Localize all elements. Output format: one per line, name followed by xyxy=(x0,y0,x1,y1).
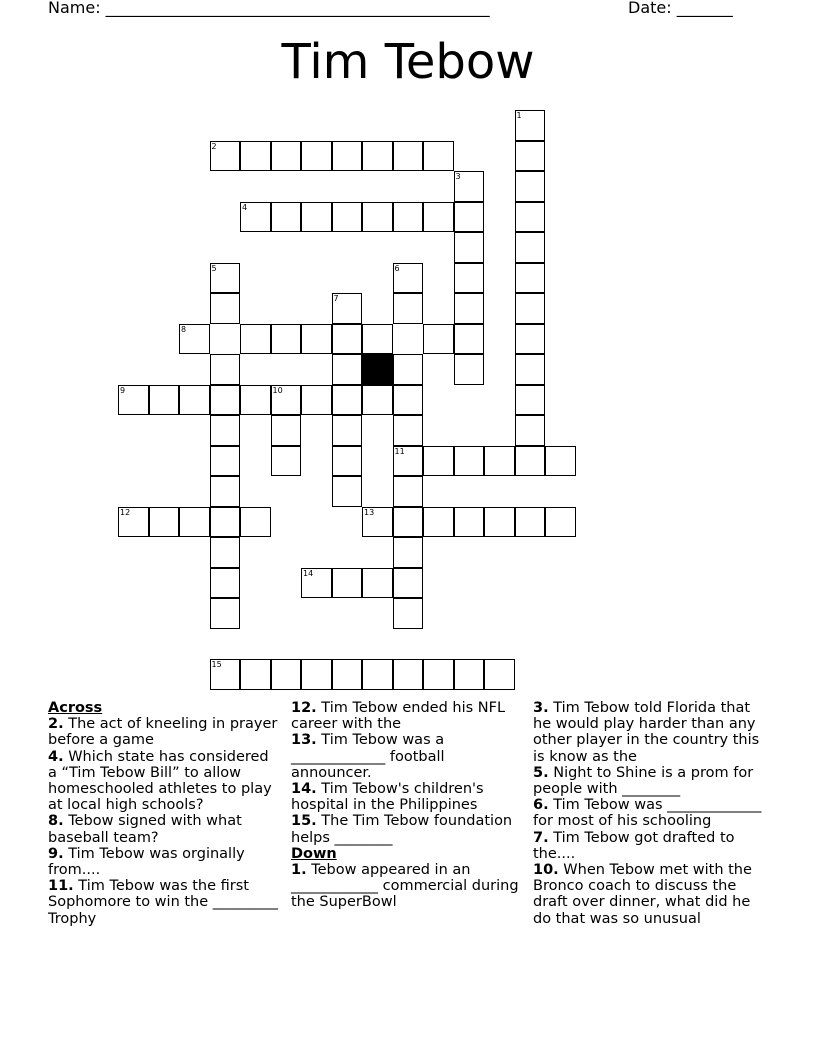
clue-number: 2. xyxy=(48,716,64,733)
grid-cell[interactable] xyxy=(271,141,302,172)
clue-number: 7 xyxy=(333,294,339,303)
clue-text: Tebow appeared in an ____________ commercial during the SuperBowl xyxy=(291,862,519,911)
grid-cell[interactable] xyxy=(210,385,241,416)
clue-number: 13 xyxy=(364,507,375,517)
clue-number: 8. xyxy=(48,813,64,830)
clue-item xyxy=(291,732,523,781)
clue-text: Tim Tebow was a _____________ football announcer. xyxy=(291,732,445,781)
across-clue-list-continued xyxy=(291,700,523,846)
clue-number: 15. xyxy=(291,813,317,830)
grid-cell[interactable] xyxy=(393,446,424,477)
grid-cell[interactable] xyxy=(118,507,149,538)
grid-cell[interactable] xyxy=(515,141,546,172)
clue-text: Tim Tebow's children's hospital in the Philippines xyxy=(291,781,484,814)
down-clue-list xyxy=(291,862,523,911)
grid-cell[interactable] xyxy=(362,507,393,538)
grid-cell[interactable] xyxy=(332,476,363,507)
grid-cell[interactable] xyxy=(515,385,546,416)
grid-cell[interactable] xyxy=(393,202,424,233)
grid-cell[interactable] xyxy=(515,263,546,294)
clue-number: 10 xyxy=(272,385,283,395)
grid-cell[interactable] xyxy=(271,659,302,690)
clue-number: 9. xyxy=(48,845,64,862)
grid-cell[interactable] xyxy=(515,507,546,538)
grid-cell[interactable] xyxy=(210,507,241,538)
grid-cell[interactable] xyxy=(210,659,241,690)
grid-cell[interactable] xyxy=(149,385,180,416)
clue-item xyxy=(48,716,280,748)
grid-cell[interactable] xyxy=(423,446,454,477)
clue-number: 2 xyxy=(211,141,217,151)
grid-cell[interactable] xyxy=(454,659,485,690)
date-field-label: Date: _______ xyxy=(628,0,733,17)
grid-cell[interactable] xyxy=(393,354,424,385)
across-clue-list xyxy=(48,716,280,927)
grid-cell[interactable] xyxy=(393,263,424,294)
clue-item xyxy=(291,700,523,732)
clue-text: Tim Tebow ended his NFL career with the xyxy=(291,700,506,733)
clue-number: 3. xyxy=(533,700,549,716)
grid-cell[interactable] xyxy=(454,232,485,263)
clue-text: The act of kneeling in prayer before a game xyxy=(48,716,278,749)
grid-cell[interactable] xyxy=(484,659,515,690)
down-clue-list-continued xyxy=(533,700,765,927)
grid-cell[interactable] xyxy=(362,202,393,233)
clue-text: Tim Tebow was _____________ for most of his schooling xyxy=(533,797,762,830)
grid-cell[interactable] xyxy=(515,446,546,477)
clue-item xyxy=(291,781,523,813)
clue-number: 13. xyxy=(291,732,317,749)
clue-item xyxy=(533,830,765,862)
clues-column-2 xyxy=(291,700,523,911)
grid-cell[interactable] xyxy=(301,568,332,599)
grid-cell[interactable] xyxy=(393,385,424,416)
grid-cell[interactable] xyxy=(301,659,332,690)
clue-number: 15 xyxy=(211,660,222,669)
grid-cell[interactable] xyxy=(301,202,332,233)
clue-number: 12 xyxy=(120,507,131,517)
grid-cell[interactable] xyxy=(210,537,241,568)
grid-cell[interactable] xyxy=(454,171,485,202)
grid-cell[interactable] xyxy=(332,324,363,355)
clue-number: 4. xyxy=(48,748,64,765)
grid-cell[interactable] xyxy=(545,446,576,477)
grid-cell[interactable] xyxy=(484,446,515,477)
clue-text: Tim Tebow was the first Sophomore to win the _________ Trophy xyxy=(48,878,279,927)
grid-cell[interactable] xyxy=(179,507,210,538)
grid-block xyxy=(362,354,393,385)
clue-item xyxy=(533,797,765,829)
clue-number: 6. xyxy=(533,797,549,814)
grid-cell[interactable] xyxy=(240,385,271,416)
grid-cell[interactable] xyxy=(149,507,180,538)
grid-cell[interactable] xyxy=(393,507,424,538)
grid-cell[interactable] xyxy=(423,141,454,172)
grid-cell[interactable] xyxy=(332,354,363,385)
grid-cell[interactable] xyxy=(423,507,454,538)
name-field-label: Name: ________________________________________________ xyxy=(48,0,490,17)
grid-cell[interactable] xyxy=(423,324,454,355)
clue-number: 1 xyxy=(516,111,522,120)
grid-cell[interactable] xyxy=(515,354,546,385)
grid-cell[interactable] xyxy=(362,324,393,355)
clue-number: 7. xyxy=(533,829,549,846)
grid-cell[interactable] xyxy=(271,415,302,446)
grid-cell[interactable] xyxy=(362,385,393,416)
grid-cell[interactable] xyxy=(271,202,302,233)
grid-cell[interactable] xyxy=(271,385,302,416)
clue-number: 6 xyxy=(394,263,400,273)
clue-number: 9 xyxy=(120,385,126,395)
grid-cell[interactable] xyxy=(515,293,546,324)
grid-cell[interactable] xyxy=(515,110,546,141)
grid-cell[interactable] xyxy=(454,354,485,385)
grid-cell[interactable] xyxy=(332,141,363,172)
grid-cell[interactable] xyxy=(210,415,241,446)
grid-cell[interactable] xyxy=(362,141,393,172)
clue-number: 14 xyxy=(303,568,314,578)
grid-cell[interactable] xyxy=(210,598,241,629)
grid-cell[interactable] xyxy=(301,324,332,355)
grid-cell[interactable] xyxy=(271,446,302,477)
across-heading: Across xyxy=(48,700,103,716)
clue-item xyxy=(48,749,280,814)
clue-text: Which state has considered a “Tim Tebow Bill” to allow homeschooled athletes to play at local high schools? xyxy=(48,748,272,814)
clues-column-1 xyxy=(48,700,280,927)
grid-cell[interactable] xyxy=(332,293,363,324)
clue-number: 5. xyxy=(533,764,549,781)
grid-cell[interactable] xyxy=(118,385,149,416)
grid-cell[interactable] xyxy=(210,354,241,385)
down-heading: Down xyxy=(291,845,337,862)
clue-text: Tim Tebow told Florida that he would play harder than any other player in the country this is know as the xyxy=(533,700,760,765)
clue-number: 10. xyxy=(533,862,559,879)
grid-cell[interactable] xyxy=(515,202,546,233)
grid-cell[interactable] xyxy=(393,141,424,172)
grid-cell[interactable] xyxy=(332,202,363,233)
grid-cell[interactable] xyxy=(332,446,363,477)
grid-cell[interactable] xyxy=(454,324,485,355)
grid-cell[interactable] xyxy=(393,537,424,568)
clue-number: 8 xyxy=(181,324,187,334)
grid-cell[interactable] xyxy=(515,232,546,263)
grid-cell[interactable] xyxy=(210,293,241,324)
grid-cell[interactable] xyxy=(240,141,271,172)
grid-cell[interactable] xyxy=(332,659,363,690)
clue-number: 11 xyxy=(394,446,405,456)
clue-number: 1. xyxy=(291,862,307,879)
grid-cell[interactable] xyxy=(393,659,424,690)
clue-item xyxy=(48,878,280,927)
clues-column-3 xyxy=(533,700,765,927)
grid-cell[interactable] xyxy=(332,415,363,446)
grid-cell[interactable] xyxy=(454,446,485,477)
grid-cell[interactable] xyxy=(393,598,424,629)
grid-cell[interactable] xyxy=(179,324,210,355)
grid-cell[interactable] xyxy=(423,659,454,690)
grid-cell[interactable] xyxy=(179,385,210,416)
clue-item xyxy=(291,862,523,911)
clue-text: Tim Tebow was orginally from.... xyxy=(48,845,245,879)
grid-cell[interactable] xyxy=(393,568,424,599)
clue-text: The Tim Tebow foundation helps ________ xyxy=(291,813,513,846)
grid-cell[interactable] xyxy=(301,141,332,172)
grid-cell[interactable] xyxy=(210,446,241,477)
page-title: Tim Tebow xyxy=(281,34,535,90)
grid-cell[interactable] xyxy=(454,202,485,233)
clue-item xyxy=(48,846,280,878)
grid-cell[interactable] xyxy=(240,659,271,690)
clue-item xyxy=(48,813,280,845)
clue-item xyxy=(533,700,765,765)
clue-item xyxy=(533,765,765,797)
clue-text: When Tebow met with the Bronco coach to discuss the draft over dinner, what did he do that was so unusual xyxy=(533,862,752,927)
grid-cell[interactable] xyxy=(393,476,424,507)
grid-cell[interactable] xyxy=(210,263,241,294)
grid-cell[interactable] xyxy=(271,324,302,355)
grid-cell[interactable] xyxy=(454,507,485,538)
clue-item xyxy=(533,862,765,927)
clue-number: 4 xyxy=(242,202,248,212)
clue-number: 14. xyxy=(291,781,317,798)
grid-cell[interactable] xyxy=(210,141,241,172)
grid-cell[interactable] xyxy=(332,568,363,599)
clue-text: Night to Shine is a prom for people with ________ xyxy=(533,764,754,798)
grid-cell[interactable] xyxy=(515,415,546,446)
grid-cell[interactable] xyxy=(545,507,576,538)
grid-cell[interactable] xyxy=(210,476,241,507)
grid-cell[interactable] xyxy=(393,293,424,324)
grid-cell[interactable] xyxy=(393,415,424,446)
clue-number: 5 xyxy=(211,263,217,273)
clue-item xyxy=(291,813,523,845)
grid-cell[interactable] xyxy=(454,293,485,324)
grid-cell[interactable] xyxy=(362,568,393,599)
grid-cell[interactable] xyxy=(454,263,485,294)
clue-number: 3 xyxy=(455,172,461,181)
grid-cell[interactable] xyxy=(515,324,546,355)
grid-cell[interactable] xyxy=(362,659,393,690)
grid-cell[interactable] xyxy=(332,385,363,416)
clue-text: Tebow signed with what baseball team? xyxy=(48,813,242,846)
grid-cell[interactable] xyxy=(210,568,241,599)
clue-number: 11. xyxy=(48,878,74,895)
grid-cell[interactable] xyxy=(240,324,271,355)
grid-cell[interactable] xyxy=(301,385,332,416)
clue-number: 12. xyxy=(291,700,317,716)
grid-cell[interactable] xyxy=(423,202,454,233)
grid-cell[interactable] xyxy=(240,507,271,538)
grid-cell[interactable] xyxy=(240,202,271,233)
grid-cell[interactable] xyxy=(515,171,546,202)
clue-text: Tim Tebow got drafted to the.... xyxy=(533,829,735,862)
grid-cell[interactable] xyxy=(484,507,515,538)
